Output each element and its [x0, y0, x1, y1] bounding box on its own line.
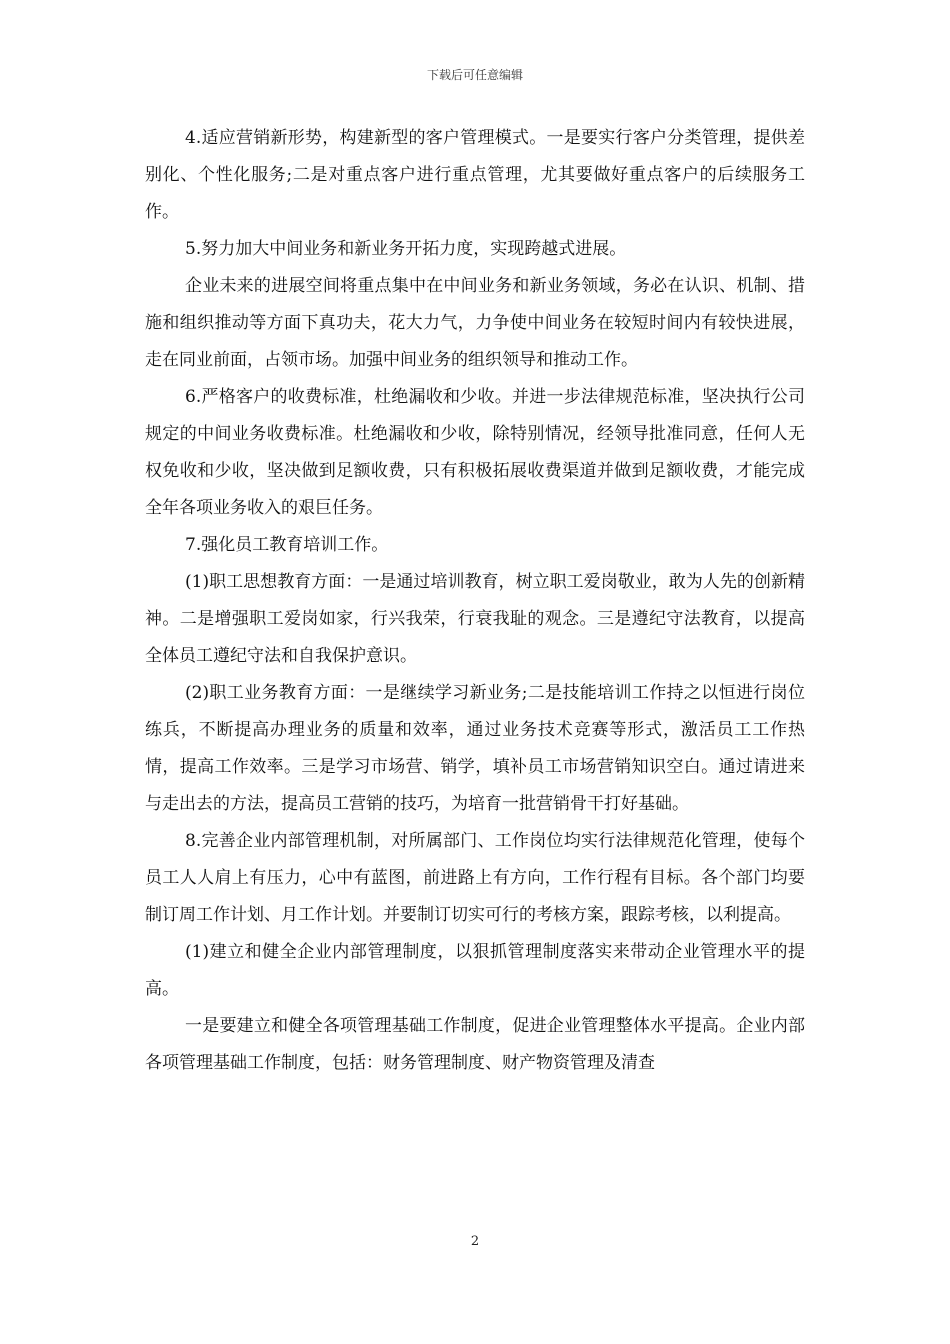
paragraph-item-8-1: (1)建立和健全企业内部管理制度，以狠抓管理制度落实来带动企业管理水平的提高。 [145, 942, 805, 999]
paragraph-item-5: 5.努力加大中间业务和新业务开拓力度，实现跨越式进展。 [185, 239, 627, 259]
document-body [145, 120, 805, 1082]
paragraph-item-7-1: (1)职工思想教育方面：一是通过培训教育，树立职工爱岗敬业，敢为人先的创新精神。二是增强职工爱岗如家，行兴我荣，行衰我耻的观念。三是遵纪守法教育，以提高全体员工遵纪守法和自我保护意识。 [145, 572, 805, 666]
paragraph-item-8-1-detail: 一是要建立和健全各项管理基础工作制度，促进企业管理整体水平提高。企业内部各项管理基础工作制度，包括：财务管理制度、财产物资管理及清查 [145, 1016, 805, 1073]
page-header: 下载后可任意编辑 [426, 68, 523, 82]
paragraph-item-5-detail: 企业未来的进展空间将重点集中在中间业务和新业务领域，务必在认识、机制、措施和组织推动等方面下真功夫，花大力气，力争使中间业务在较短时间内有较快进展，走在同业前面，占领市场。加强中间业务的组织领导和推动工作。 [145, 276, 805, 370]
paragraph-item-7: 7.强化员工教育培训工作。 [185, 535, 389, 555]
paragraph-item-7-2: (2)职工业务教育方面：一是继续学习新业务;二是技能培训工作持之以恒进行岗位练兵，不断提高办理业务的质量和效率，通过业务技术竞赛等形式，激活员工工作热情，提高工作效率。三是学习市场营、销学，填补员工市场营销知识空白。通过请进来与走出去的方法，提高员工营销的技巧，为培育一批营销骨干打好基础。 [145, 683, 805, 814]
paragraph-item-4: 4.适应营销新形势，构建新型的客户管理模式。一是要实行客户分类管理，提供差别化、个性化服务;二是对重点客户进行重点管理，尤其要做好重点客户的后续服务工作。 [145, 128, 805, 222]
paragraph-item-6: 6.严格客户的收费标准，杜绝漏收和少收。并进一步法律规范标准，坚决执行公司规定的中间业务收费标准。杜绝漏收和少收，除特别情况，经领导批准同意，任何人无权免收和少收，坚决做到足额收费，只有积极拓展收费渠道并做到足额收费，才能完成全年各项业务收入的艰巨任务。 [145, 387, 805, 518]
page-number: 2 [470, 1234, 480, 1249]
paragraph-item-8: 8.完善企业内部管理机制，对所属部门、工作岗位均实行法律规范化管理，使每个员工人人肩上有压力，心中有蓝图，前进路上有方向，工作行程有目标。各个部门均要制订周工作计划、月工作计划。并要制订切实可行的考核方案，跟踪考核，以利提高。 [145, 831, 805, 925]
